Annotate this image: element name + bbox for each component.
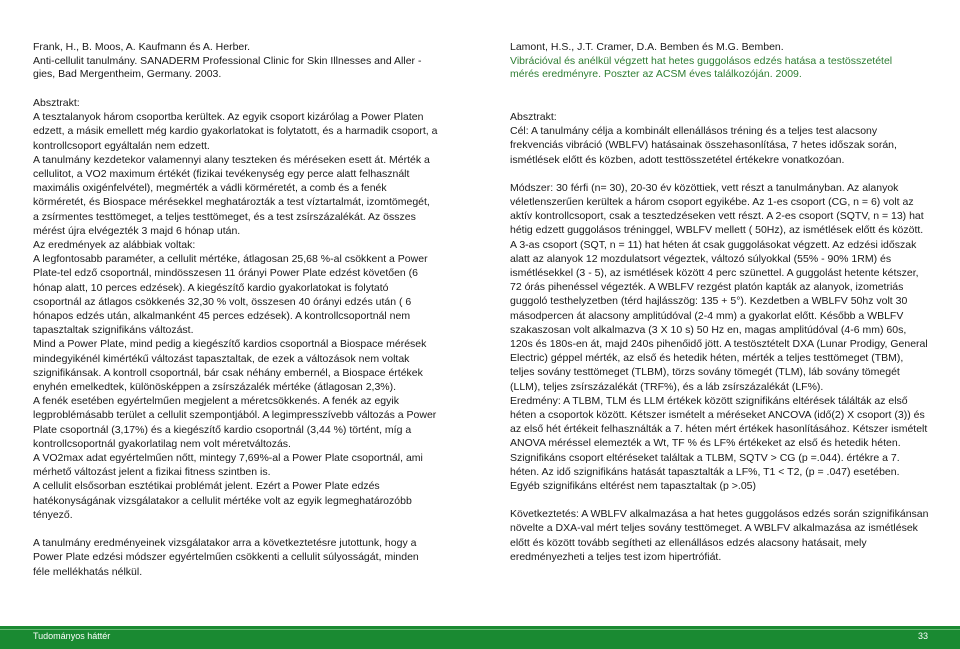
- footer-divider: [0, 629, 960, 630]
- abstract-paragraph: Cél: A tanulmány célja a kombinált ellenállásos tréning és a teljes test alacsony frekvenciás vibráció (WBLFV) hatásainak összehasonlítása, 7 hetes időszak során, ismétlések előtt és közben, adott testtösszetétel értékekre vonatkozóan.: [510, 125, 897, 166]
- left-abstract: [33, 96, 438, 579]
- reference-line: Anti-cellulit tanulmány. SANADERM Professional Clinic for Skin Illnesses and Aller -: [33, 54, 422, 67]
- paragraph-gap: [33, 522, 438, 536]
- abstract-paragraph: A tesztalanyok három csoportba kerültek. Az egyik csoport kizárólag a Power Platen edzett, a másik emellett még kardio gyakorlatokat is folytatott, és a harmadik csoport, a kontrollcsoport egyáltalán nem edzett.: [33, 111, 438, 152]
- abstract-paragraph: A cellulit elsősorban esztétikai problémát jelent. Ezért a Power Plate edzés hatékonyságának vizsgálatakor a cellulit mértéke volt az egyik legmeghatározóbb tényező.: [33, 480, 412, 521]
- left-reference: [33, 41, 421, 82]
- abstract-paragraph: Az eredmények az alábbiak voltak:: [33, 239, 196, 252]
- conclusion-paragraph: A tanulmány eredményeinek vizsgálatakor arra a következtetésre jutottunk, hogy a Power Plate edzési módszer egyértelműen csökkenti a cellulit súlyosságát, minden féle mellékhatás nélkül.: [33, 537, 419, 578]
- reference-line: gies, Bad Mergentheim, Germany. 2003.: [33, 68, 222, 80]
- footer-bar: [0, 626, 960, 649]
- paragraph-gap: [510, 493, 930, 507]
- page-number: 33: [917, 631, 928, 641]
- reference-line: mérés eredményre. Poszter az ACSM éves találkozóján. 2009.: [510, 68, 802, 80]
- footer-section-label: Tudományos háttér: [33, 631, 111, 641]
- abstract-paragraph: Módszer: 30 férfi (n= 30), 20-30 év közöttiek, vett részt a tanulmányban. Az alanyok véletlenszerűen kerültek a három csoport egyikébe. Az 1-es csoport (CG, n = 6) volt az aktív kontrollcsoport, csak a tesztedzéseken vett részt. A 2-es csoport (SQTV, n = 13) hat hétig edzett guggolásos tréninggel, WBLFV mellett ( 50Hz), az ismétlések előtt és között. A 3-as csoport (SQT, n = 11) hat héten át csak guggolásokat végzett. Az edzési időszak alatt az alanyok 12 mozdulatsort végeztek, változó súlyokkal (55% - 90% 1RM) és ismétlésekkel (3 - 5), az ismétlések között 4 perc szünettel. A guggolást hetente kétszer, 72 órás pihenéssel végezték. A WBLFV rezgést platón kapták az alanyok, izometriás guggoló testhelyzetben (térd hajlásszög: 135 + 5°). Kezdetben a WBLFV 50hz volt 30 másodpercen át alacsony amplitúdóval (2-4 mm) a gyakorlat előtt. Később a WBLFV szakaszosan volt alkalmazva (3 X 10 s) 50 Hz en, magas amplitúdóval (4-6 mm) 60s, 120s és 180s-en át, majd 240s pihenőidő jött. A testösztételt DXA (Lunar Prodigy, General Electric) géppel mérték, az első és hetedik héten, mérték a teljes testtömeget (TBM), teljes sovány testtömeget (TLBM), törzs sovány tömegét (TLM), láb sovány tömegét (LLM), teljes zsírszázalékát (TRF%), és a láb zsírszázalékát (LF%).: [510, 181, 928, 393]
- reference-line: Lamont, H.S., J.T. Cramer, D.A. Bemben és M.G. Bemben.: [510, 41, 784, 53]
- abstract-paragraph: A fenék esetében egyértelműen megjelent a méretcsökkenés. A fenék az egyik legproblémásabb terület a cellulit szempontjából. A legimpresszívebb változás a Power Plate csoportnál (3,17%) és a kiegészítő kardio csoportnál (3,44 %) történt, míg a kontrollcsoportnál gyakorlatilag nem volt méretváltozás.: [33, 395, 437, 450]
- paragraph-gap: [510, 167, 930, 181]
- reference-line: Frank, H., B. Moos, A. Kaufmann és A. Herber.: [33, 41, 251, 53]
- abstract-paragraph: Következtetés: A WBLFV alkalmazása a hat hetes guggolásos edzés során szignifikánsan növelte a DXA-val mért teljes sovány testtömeget. A WBLFV alkalmazása az ismétlések előtt és között tovább segítheti az ellenállásos edzés alacsony hatásait, mely eredményezheti a teljes test izom hipertrófiát.: [510, 508, 929, 563]
- abstract-paragraph: A VO2max adat egyértelműen nőtt, mintegy 7,69%-al a Power Plate csoportnál, ami mérhető változást jelent a fizikai fitness szintben is.: [33, 452, 423, 479]
- abstract-heading: Absztrakt:: [510, 111, 557, 123]
- abstract-paragraph: Eredmény: A TLBM, TLM és LLM értékek között szignifikáns eltérések tálálták az első héten a csoportok között. Kétszer ismételt a méréseket ANCOVA (idő(2) X csoport (3)) és az első hét értékeit felhasználták a 7. héten mért értékek hasonlításához. Kétszer ismételt ANOVA méréssel elemezték a Wt, TF % és LF% értékeket az első és hetedik héten. Szignifikáns csoport eltéréseket találtak a TLBM, SQTV > CG (p =.044). értékre a 7. héten. Az idő szignifikáns hatását tapasztalták a LF%, T1 < T2, (p = .047) esetében. Egyéb szignifikáns eltérést nem tapasztaltak (p >.05): [510, 394, 928, 493]
- abstract-paragraph: A tanulmány kezdetekor valamennyi alany teszteken és méréseken esett át. Mérték a cellulitot, a VO2 maximum értékét (fizikai tevékenység egy perce alatt felhasznált maximális oxigénfelvétel), megmérték a vádli körméretét, a comb és a fenék körméretét, és Biospace mérésekkel meghatározták a test víztartalmát, izomtömegét, a zsírmentes testtömeget, a teljes testtömeget, és a test zsírszázalékát. Az összes mérést újra elvégezték 3 majd 6 hónap után.: [33, 153, 430, 237]
- right-reference: [510, 41, 892, 82]
- abstract-paragraph: A legfontosabb paraméter, a cellulit mértéke, átlagosan 25,68 %-al csökkent a Power Plate-tel edző csoportnál, mindösszesen 11 órányi Power Plate edzést követően (6 hónap alatt, 10 perces edzések). A kiegészítő kardio gyakorlatokat is folytató csoportnál az átlagos csökkenés 32,30 % volt, összesen 40 órányi edzés után ( 6 hónapos edzés után, alkalmanként 45 perces edzések). A kontrollcsoportnál nem tapasztaltak szignifikáns változást.: [33, 253, 428, 337]
- abstract-paragraph: Mind a Power Plate, mind pedig a kiegészítő kardios csoportnál a Biospace mérések mindegyikénél kimértékű változást tapasztaltak, de ezek a változások nem voltak szignifikánsak. A kontroll csoportnál, bár csak néhány embernél, a Biospace értékek enyhén emelkedtek, különösképpen a zsírszázalék mértéke (átlagosan 2,3%).: [33, 338, 427, 394]
- reference-line: Vibrációval és anélkül végzett hat hetes guggolásos edzés hatása a testösszetétel: [510, 54, 893, 67]
- abstract-heading: Absztrakt:: [33, 97, 80, 109]
- right-abstract: [510, 110, 930, 564]
